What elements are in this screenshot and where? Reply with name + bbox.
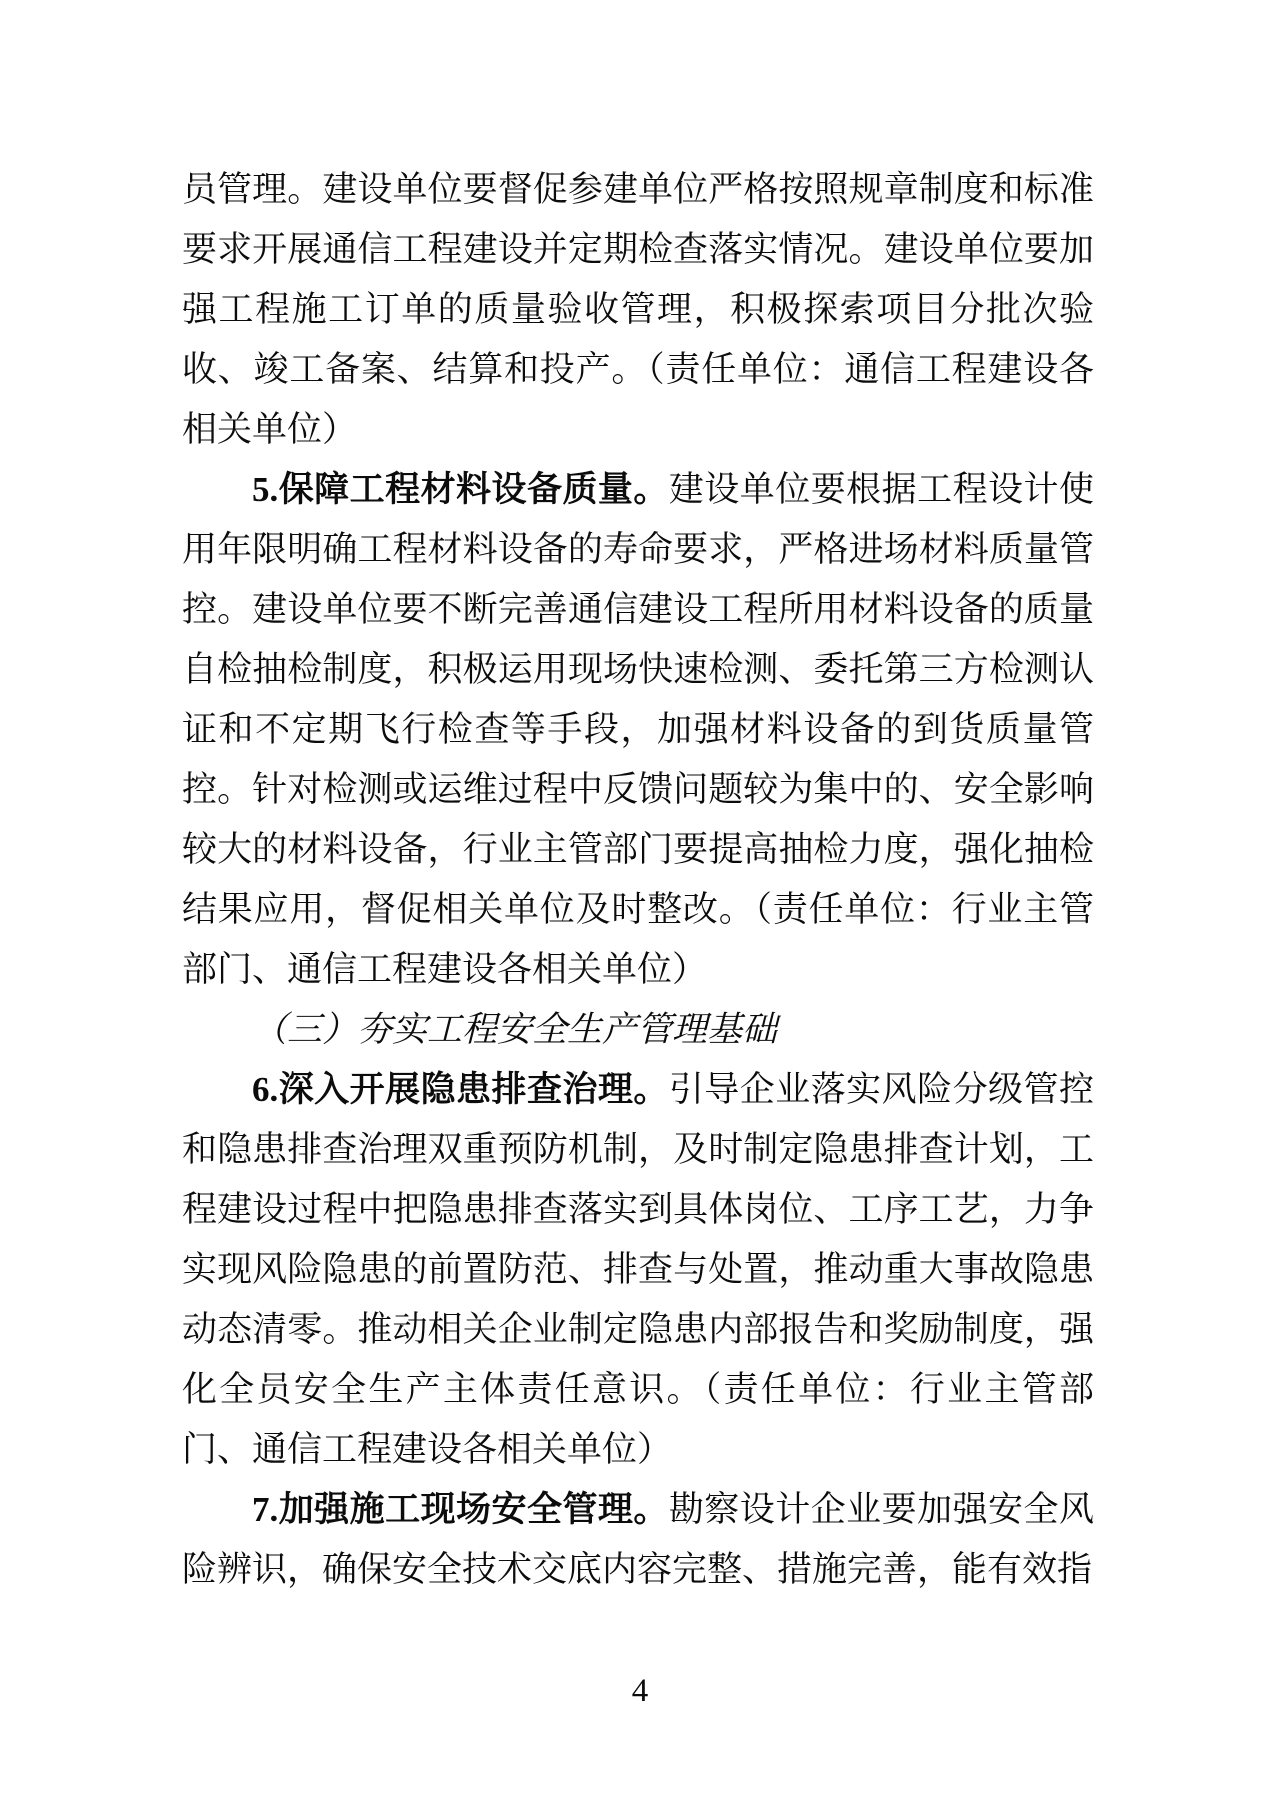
paragraph-continuation	[182, 160, 1094, 460]
paragraph-item-5	[182, 460, 1094, 1000]
paragraph-text: 引导企业落实风险分级管控和隐患排查治理双重预防机制，及时制定隐患排查计划，工程建设过程中把隐患排查落实到具体岗位、工序工艺，力争实现风险隐患的前置防范、排查与处置，推动重大事故隐患动态清零。推动相关企业制定隐患内部报告和奖励制度，强化全员安全生产主体责任意识。（责任单位：行业主管部门、通信工程建设各相关单位）	[182, 1070, 1094, 1469]
paragraph-bold-lead: 7.加强施工现场安全管理。	[252, 1490, 669, 1529]
paragraph-text: 员管理。建设单位要督促参建单位严格按照规章制度和标准要求开展通信工程建设并定期检查落实情况。建设单位要加强工程施工订单的质量验收管理，积极探索项目分批次验收、竣工备案、结算和投产。（责任单位：通信工程建设各相关单位）	[182, 170, 1094, 449]
paragraph-item-6	[182, 1060, 1094, 1480]
section-heading	[182, 1000, 1094, 1060]
paragraph-bold-lead: 5.保障工程材料设备质量。	[252, 470, 669, 509]
paragraph-text: 建设单位要根据工程设计使用年限明确工程材料设备的寿命要求，严格进场材料质量管控。建设单位要不断完善通信建设工程所用材料设备的质量自检抽检制度，积极运用现场快速检测、委托第三方检测认证和不定期飞行检查等手段，加强材料设备的到货质量管控。针对检测或运维过程中反馈问题较为集中的、安全影响较大的材料设备，行业主管部门要提高抽检力度，强化抽检结果应用，督促相关单位及时整改。（责任单位：行业主管部门、通信工程建设各相关单位）	[182, 470, 1094, 989]
document-text-block	[182, 160, 1094, 1600]
paragraph-text: 勘察设计企业要加强安全风险辨识，确保安全技术交底内容完整、措施完善，能有效指	[182, 1490, 1094, 1589]
paragraph-item-7	[182, 1480, 1094, 1600]
paragraph-bold-lead: 6.深入开展隐患排查治理。	[252, 1070, 669, 1109]
page-number: 4	[631, 1673, 649, 1709]
section-heading-text: （三）夯实工程安全生产管理基础	[252, 1010, 778, 1049]
